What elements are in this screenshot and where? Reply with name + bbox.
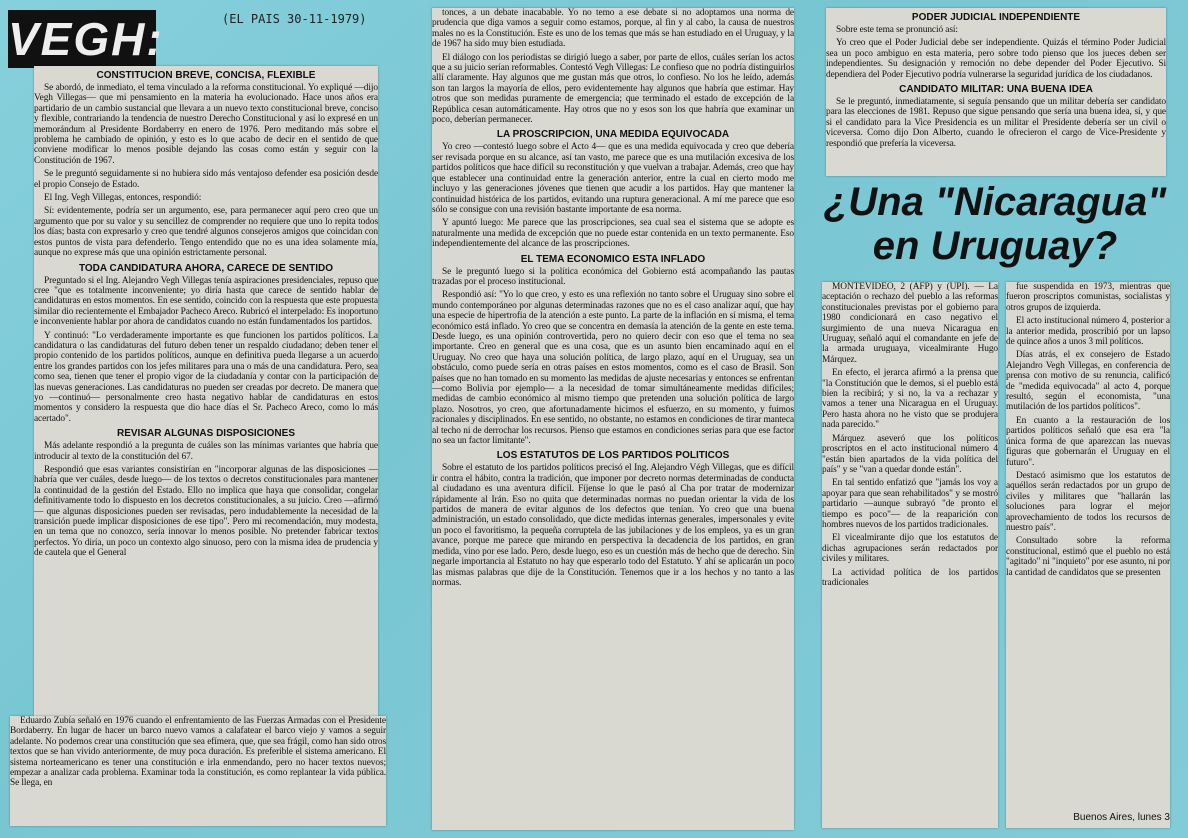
- paragraph: Destacó asimismo que los estatutos de aquéllos serán redactados por un grupo de civiles y militares que "hallarán las soluciones para lograr el mejor aprovechamiento de todos los recursos de nuestro país".: [1006, 470, 1170, 533]
- paragraph: Sobre este tema se pronunció así:: [836, 25, 958, 35]
- paragraph: Se le preguntó luego si la política económica del Gobierno está acompañando las pautas trazadas por el proceso institucional.: [432, 266, 794, 287]
- paragraph: El diálogo con los periodistas se dirigió luego a saber, por parte de ellos, cuáles serían los actos que a su juicio serían reformables. Contestó Vegh Villegas: Le confieso que no podría distinguirlos allí claramente. Hay algunos que me gustan más que otros, lo confieso. No los he leído, además son tan largos la mayoría de ellos, pero evidentemente hay algunos que habría que estimar. Hay otros que son medidas puramente de emergencia; que terminado el estado de excepción de la República cesan automáticamente. Hay otros que no y esos son los que habría que examinar un poco, deberían permanecer.: [432, 52, 794, 126]
- paragraph: Márquez aseveró que los políticos proscriptos en el acto institucional número 4 "están bien apartados de la vida política del país" y se "van a quedar donde están".: [822, 433, 998, 475]
- clipping-column-5: [1006, 282, 1170, 828]
- section-heading: LOS ESTATUTOS DE LOS PARTIDOS POLITICOS: [496, 450, 730, 462]
- paragraph: tonces, a un debate inacabable. Yo no temo a ese debate si no adoptamos una norma de prudencia que diga vamos a seguir como estamos, porque, al fin y al cabo, la causa de nuestros males no es la Constitución. Este es uno de los temas que más se han estudiado en el Uruguay, y la de 1967 ha sido muy bien estudiada.: [432, 8, 794, 50]
- paragraph: Consultado sobre la reforma constitucional, estimó que el pueblo no está "agitado" ni "inquieto" por ese asunto, ni por la cantidad de candidatos que se presenten: [1006, 536, 1170, 578]
- clipping-column-1: [34, 66, 378, 716]
- clipping-column-4: [822, 282, 998, 828]
- section-heading: EL TEMA ECONOMICO ESTA INFLADO: [520, 253, 706, 265]
- masthead-logo: VEGH:: [8, 10, 156, 68]
- paragraph: El Ing. Vegh Villegas, entonces, respondió:: [44, 193, 202, 204]
- paragraph: Respondió que esas variantes consistirían en "incorporar algunas de las disposiciones —habría que ver cuáles, desde luego— de los textos o decretos constitucionales para mantener la continuidad de la gestión del Estado. Ello no implica que haya que consolidar, congelar definitivamente todo lo dispuesto en los decretos constitucionales, a su juicio. Creo —afirmó— que algunas disposiciones pueden ser revisadas, pero indudablemente la necesidad de la transición puede implicar disposiciones de ese tipo". Pero mi recomendación, muy modesta, en un tema que no conozco, sería innovar lo menos posible. No pretender fabricar textos perfectos. Yo diría, un poco un contexto algo sinuoso, pero con la misma idea de prudencia y de cautela que el General: [34, 465, 378, 559]
- paragraph: La actividad política de los partidos tradicionales: [822, 567, 998, 588]
- paragraph: Se le preguntó, inmediatamente, si seguía pensando que un militar debería ser candidato para las elecciones de 1981. Repuso que sigue pensando que sería una buena idea, sí, y que si el candidato para la Vice Presidencia es un militar el Presidente debería ser un civil o viceversa. Como dijo Don Alberto, cuando le ofrecieron el cargo de Vice-Presidente y respondió que prefería la viceversa.: [826, 97, 1166, 149]
- paragraph: En efecto, el jerarca afirmó a la prensa que "la Constitución que le demos, si el pueblo está bien la recibirá; y si no, la va a rechazar y vamos a tener una Nicaragua en el Uruguay. Pero hasta ahora no he visto que se produjera nada parecido.": [822, 368, 998, 431]
- section-heading: CONSTITUCION BREVE, CONCISA, FLEXIBLE: [96, 70, 316, 81]
- paragraph: Respondió así: "Yo lo que creo, y esto es una reflexión no tanto sobre el Uruguay sino sobre el mundo contemporáneo por algunas determinadas razones que no es el caso analizar aquí, que hay una especie de hipertrofia de la atención a este punto. La parte de la inflación en sí misma, el tema económico está inflado. Yo creo que se concentra en demasía la atención de la gente en este tema. Desde luego, es una opinión controvertida, pero no quiero decir con eso que el tema no sea importante. Creo en general que es una cosa, que es un asunto bien encaminado aquí en el Uruguay. No creo que haya una solución política, de largo plazo, aquí en el Uruguay, sea un obstáculo, como puede sería en otras países en estos momentos, como es el caso de Brasil. Son países que no han tomado en su momento las medidas de ajuste necesarias y entonces se enfrentan —como Bolivia por ejemplo— a la necesidad de tomar simultáneamente medidas difíciles; medidas de cambio económico al mismo tiempo que pretenden una solución política de largo plazo. Nosotros, yo creo, que afortunadamente hicimos el esfuerzo, en su momento, y fuimos racionales y disciplinados. En ese sentido, no obstante, no estamos en condiciones de tirar manteca al techo ni de derrochar los recursos. Pienso que estamos en condiciones serias para que ese factor no sea un factor limitante".: [432, 290, 794, 447]
- paragraph: Se le preguntó seguidamente si no hubiera sido más ventajoso defender esa posición desde el propio Consejo de Estado.: [34, 169, 378, 190]
- paragraph: Preguntado si el Ing. Alejandro Vegh Villegas tenía aspiraciones presidenciales, repuso que cree "que es totalmente inconveniente; yo diría hasta que carece de sentido hablar de candidaturas en estos momentos. En ese sentido, coincido con la respuesta que este propuesta similar dio recientemente el Embajador Pacheco Areco. Rubricó el interpelado: Es inoportuno e inconveniente hablar por ahora de candidatos cuando no están fundamentados los partidos.: [34, 275, 378, 328]
- section-heading: REVISAR ALGUNAS DISPOSICIONES: [117, 428, 295, 440]
- section-heading: LA PROSCRIPCION, UNA MEDIDA EQUIVOCADA: [496, 129, 730, 141]
- clipping-column-2: [432, 8, 794, 830]
- section-heading: PODER JUDICIAL INDEPENDIENTE: [911, 12, 1081, 23]
- handwritten-date-note: (EL PAIS 30-11-1979): [222, 12, 367, 26]
- paragraph: Días atrás, el ex consejero de Estado Alejandro Vegh Villegas, en conferencia de prensa con motivo de su renuncia, calificó de "medida equivocada" al acto 4, porque resultó, según el economista, "una mutilación de los partidos políticos".: [1006, 350, 1170, 413]
- paragraph: MONTEVIDEO, 2 (AFP) y (UPI). — La aceptación o rechazo del pueblo a las reformas constitucionales previstas por el gobierno para 1980 condicionará en caso negativo el surgimiento de una nueva Nicaragua en Uruguay, señaló aquí el comandante en jefe de la armada uruguaya, vicealmirante Hugo Márquez.: [822, 282, 998, 365]
- paragraph: El acto institucional número 4, posterior a la anterior medida, proscribió por un lapso de quince años a unos 3 mil políticos.: [1006, 316, 1170, 348]
- paragraph: Y continuó: "Lo verdaderamente importante es que funcionen los partidos políticos. La candidatura o las candidaturas del futuro deben tener un respaldo ciudadano; deben tener el propio contenido de los partidos políticos, aunque en definitiva pueda llegarse a un acuerdo entre los grandes partidos con los jefes militares para una o más de una candidatura. Pero, sea como sea, tienen que tener el propio vigor de la ciudadanía y contar con la participación de las nuevas generaciones. Las candidaturas no pueden ser creadas por decreto. De manera que yo —continuó— personalmente creo hasta negativo hablar de candidaturas en estos momentos y considero la respuesta que dio hace días el Sr. Pacheco Areco, como lo más acertado".: [34, 330, 378, 424]
- section-heading: CANDIDATO MILITAR: UNA BUENA IDEA: [899, 84, 1093, 96]
- paragraph: fue suspendida en 1973, mientras que fueron proscriptos comunistas, socialistas y otros grupos de izquierda.: [1006, 282, 1170, 313]
- paragraph: En cuanto a la restauración de los partidos políticos señaló que esa era "la única forma de que aparezcan las nuevas figuras que gobernarán el Uruguay en el futuro".: [1006, 415, 1170, 468]
- paragraph: En tal sentido enfatizó que "jamás los voy a apoyar para que sean rehabilitados" y se mostró partidario —aunque subrayó "de pronto el tiempo es poco"— de la reaparición con hombres nuevos de los partidos tradicionales.: [822, 478, 998, 530]
- dateline-footer: Buenos Aires, lunes 3: [1073, 812, 1170, 823]
- paragraph: Y apuntó luego: Me parece que las proscripciones, sea cual sea el sistema que se adopte es naturalmente una medida de excepción que no puede estar contenida en un texto permanente. Eso independientemente del alcance de las proscripciones.: [432, 218, 794, 250]
- paragraph: Más adelante respondió a la pregunta de cuáles son las mínimas variantes que habría que introducir al texto de la constitución del 67.: [34, 441, 378, 462]
- paragraph: Sobre el estatuto de los partidos políticos precisó el Ing. Alejandro Végh Villegas, que es difícil ir contra el hábito, contra la tradición, que imponer por decreto normas determinadas de conducta al ciudadano es una aventura difícil. Fíjense lo que le pasó al Cha por tratar de modernizar rápidamente al Irán. Eso no quita que determinadas normas no puedan orientar la vida de los partidos de manera de evitar algunos de los defectos que tenían. Yo creo que una buena administración, un estado consolidado, que dicte medidas internas generales, impersonales y evite un poco el favoritismo, la pequeña corruptela de las jubilaciones y de los empleos, ya es un gran avance, porque me parece que mirando en perspectiva la decadencia de los partidos, en gran medida, vino por ese lado. Pero, desde luego, eso es un cuestión más de hecho que de derecho. Sin negarle importancia al Estatuto no hay que esperarlo todo del Estatuto. Y ahí se aplicarán un poco las mismas palabras que dije de la Constitución. Tenemos que ir a los hechos y no tanto a las normas.: [432, 463, 794, 588]
- clipping-column-1-continued: [10, 716, 386, 826]
- paragraph: Yo creo —contestó luego sobre el Acto 4— que es una medida equivocada y creo que debería ser revisada porque en su alcance, así tan vasto, me parece que es una mutilación excesiva de los partidos políticos que hace difícil su reconstitución y que vuelvan a trabajar. Además, creo que hay que establecer una continuidad entre la generación anterior, entre la cual en cierto modo me incluyo y las generaciones jóvenes que tienen que acudir a los partidos. Hay que mantener la continuidad histórica de los partidos, evitando una ruptura generacional. A mí me parece que eso sólo se consigue con una revisión bastante importante de esa norma.: [432, 142, 794, 215]
- paragraph: Sí: evidentemente, podría ser un argumento, ese, para permanecer aquí pero creo que un argumento que por su valor y su sencillez de comprender no requiere que uno lo repita todos los días; basta con expresarlo y creo que tendré algunos consejeros amigos que coincidan con estos puntos de vista para defenderlo. Tengo entendido que no es una idea solamente mía, aunque no exprese más que una opinión estrictamente personal.: [34, 206, 378, 259]
- section-heading: TODA CANDIDATURA AHORA, CARECE DE SENTIDO: [78, 262, 334, 274]
- paragraph: Eduardo Zubía señaló en 1976 cuando el enfrentamiento de las Fuerzas Armadas con el Presidente Bordaberry. En lugar de hacer un barco nuevo vamos a calafatear el barco viejo y vamos a seguir adelante. No podemos crear una constitución que sea efímera, que, que sea frágil, como han sido otros textos que se han vivido anteriormente, de muy poca duración. Es preferible el sistema americano. El sistema norteamericano es tener una constitución e irla enmendando, pero no hacer textos nuevos; empezar a analizar cada problema. Examinar toda la constitución, es como replantear la vida pública. Se llega, en: [10, 716, 386, 789]
- paragraph: Se abordó, de inmediato, el tema vinculado a la reforma constitucional. Yo expliqué —dijo Vegh Villegas— que mi pensamiento en la materia ha evolucionado. Hace unos años era partidario de un cambio sustancial que llevara a un nuevo texto constitucional breve, conciso y flexible, contrariando la tendencia de nuestro Derecho Constitucional y así lo expresé en un memorándum al Presidente Bordaberry en enero de 1976. Pero meditando más sobre el problema he cambiado de opinión, y esto es lo que acabo de decir en el sentido de que conviene modificar lo menos posible dejando las cosas como están y seguir con la Constitución de 1967.: [34, 83, 378, 166]
- paragraph: El vicealmirante dijo que los estatutos de dichas agrupaciones serán redactados por civiles y militares.: [822, 533, 998, 565]
- article-headline: ¿Una "Nicaragua" en Uruguay?: [823, 180, 1167, 268]
- paragraph: Yo creo que el Poder Judicial debe ser independiente. Quizás el término Poder Judicial sea un poco ambiguo en esta materia, pero sobre todo pienso que los jueces deben ser independientes. Su designación y remoción no debe depender del Poder Ejecutivo. Si dependiera del Poder Ejecutivo podría vulnerarse la seguridad jurídica de los ciudadanos.: [826, 38, 1166, 80]
- clipping-column-3: [826, 8, 1166, 176]
